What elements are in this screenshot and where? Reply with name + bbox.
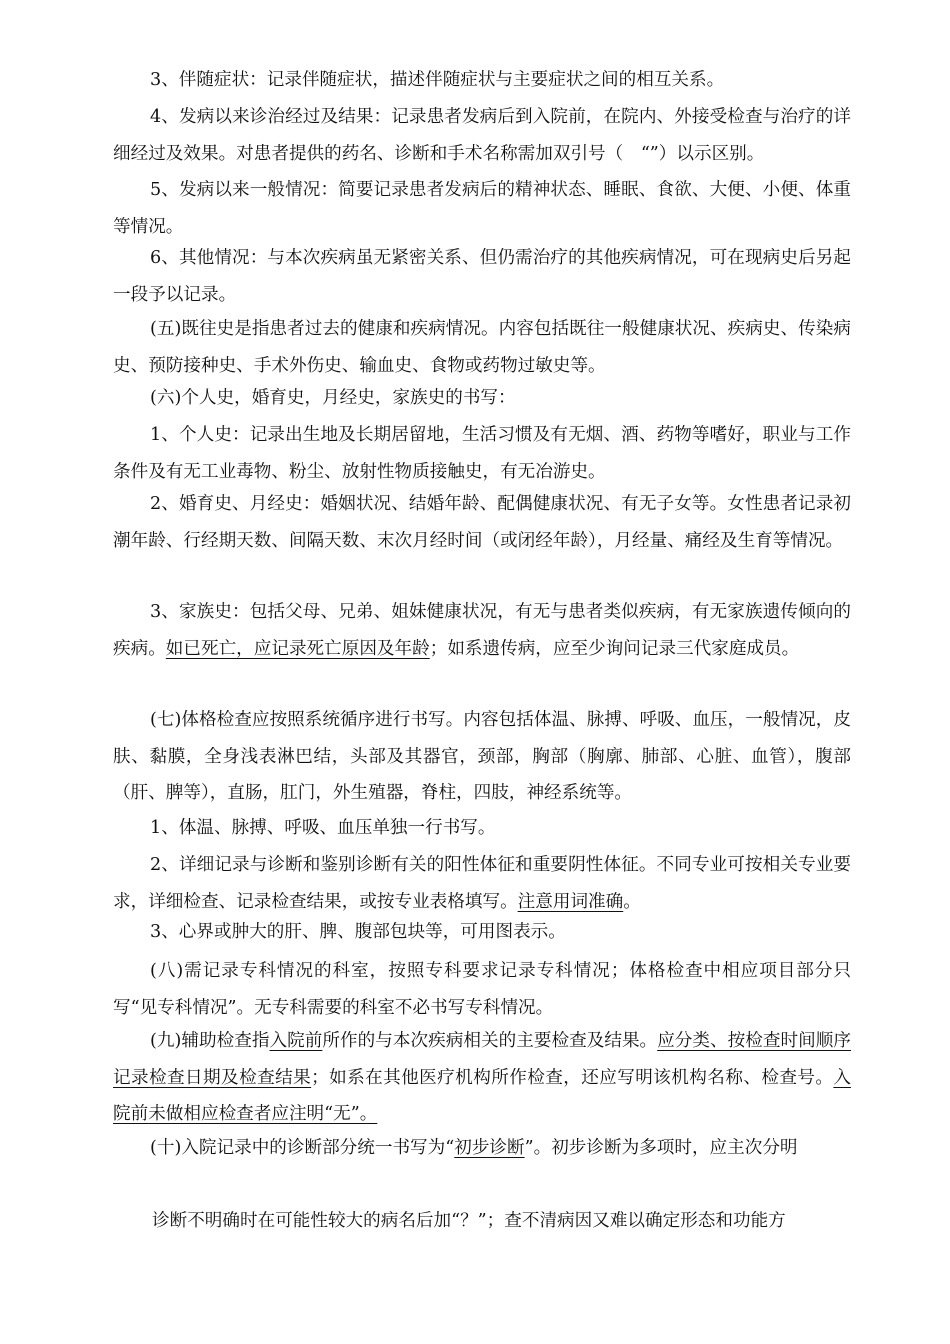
paragraph-specialty-conditions xyxy=(113,953,851,1026)
paragraph-positive-signs xyxy=(113,847,851,920)
paragraph-accompanying-symptoms xyxy=(113,62,851,99)
paragraph-text: (七)体格检查应按照系统循序进行书写。内容包括体温、脉搏、呼吸、血压，一般情况，皮肤、黏膜，全身浅表淋巴结，头部及其器官，颈部，胸部（胸廓、肺部、心脏、血管），腹部（肝、脾等），直肠，肛门，外生殖器，脊柱，四肢，神经系统等。 xyxy=(113,710,851,803)
paragraph-family-history xyxy=(113,594,851,667)
paragraph-text: 2、婚育史、月经史：婚姻状况、结婚年龄、配偶健康状况、有无子女等。女性患者记录初潮年龄、行经期天数、间隔天数、末次月经时间（或闭经年龄），月经量、痛经及生育等情况。 xyxy=(113,494,851,551)
underlined-text: 入院前未做相应检查者应注明“无”。 xyxy=(113,1067,851,1124)
paragraph-text: 3、心界或肿大的肝、脾、腹部包块等，可用图表示。 xyxy=(150,922,566,942)
paragraph-general-condition xyxy=(113,172,851,245)
paragraph-marriage-menstrual-history xyxy=(113,486,851,559)
paragraph-text: ；如系在其他医疗机构所作检查，还应写明该机构名称、检查号。 xyxy=(311,1067,834,1088)
paragraph-text: 1、体温、脉搏、呼吸、血压单独一行书写。 xyxy=(150,818,496,838)
paragraph-text: 。 xyxy=(623,891,641,912)
paragraph-physical-exam xyxy=(113,702,851,812)
paragraph-text: (十)入院记录中的诊断部分统一书写为“ xyxy=(150,1138,455,1158)
underlined-text: 如已死亡，应记录死亡原因及年龄 xyxy=(165,638,430,659)
paragraph-diagram-note xyxy=(113,914,851,951)
paragraph-text: 1、个人史：记录出生地及长期居留地，生活习惯及有无烟、酒、药物等嗜好，职业与工作条件及有无工业毒物、粉尘、放射性物质接触史，有无冶游史。 xyxy=(113,425,851,482)
paragraph-text: (五)既往史是指患者过去的健康和疾病情况。内容包括既往一般健康状况、疾病史、传染病史、预防接种史、手术外伤史、输血史、食物或药物过敏史等。 xyxy=(113,319,851,376)
paragraph-past-history xyxy=(113,311,851,384)
paragraph-other-conditions xyxy=(113,240,851,313)
paragraph-text: 3、伴随症状：记录伴随症状，描述伴随症状与主要症状之间的相互关系。 xyxy=(150,70,725,90)
paragraph-text: (九)辅助检查指 xyxy=(150,1031,270,1051)
underlined-text: 初步诊断 xyxy=(454,1138,525,1158)
paragraph-text: 诊断不明确时在可能性较大的病名后加“？”；查不清病因又难以确定形态和功能方 xyxy=(152,1211,786,1231)
paragraph-text: 所作的与本次疾病相关的主要检查及结果。 xyxy=(322,1031,658,1051)
underlined-text: 入院前 xyxy=(269,1031,323,1051)
underlined-text: 注意用词准确 xyxy=(517,891,624,912)
paragraph-text: ”。初步诊断为多项时，应主次分明 xyxy=(524,1138,798,1158)
paragraph-personal-history xyxy=(113,417,851,490)
paragraph-text: ；如系遗传病，应至少询问记录三代家庭成员。 xyxy=(429,638,800,659)
paragraph-text: 5、发病以来一般情况：简要记录患者发病后的精神状态、睡眠、食欲、大便、小便、体重等情况。 xyxy=(113,180,851,237)
paragraph-vital-signs xyxy=(113,810,851,847)
paragraph-text: 2、详细记录与诊断和鉴别诊断有关的阳性体征和重要阴性体征。不同专业可按相关专业要求，详细检查、记录检查结果，或按专业表格填写。 xyxy=(113,855,851,912)
paragraph-treatment-history xyxy=(113,99,851,172)
paragraph-text: 3、家族史：包括父母、兄弟、姐妹健康状况，有无与患者类似疾病，有无家族遗传倾向的疾病。 xyxy=(113,602,851,659)
paragraph-personal-history-heading xyxy=(113,380,851,417)
paragraph-text: 4、发病以来诊治经过及结果：记录患者发病后到入院前，在院内、外接受检查与治疗的详细经过及效果。对患者提供的药名、诊断和手术名称需加双引号（ “”）以示区别。 xyxy=(113,107,851,164)
paragraph-auxiliary-exams xyxy=(113,1023,851,1133)
paragraph-text: (六)个人史，婚育史，月经史，家族史的书写： xyxy=(150,388,516,408)
paragraph-text: (八)需记录专科情况的科室，按照专科要求记录专科情况；体格检查中相应项目部分只写“见专科情况”。无专科需要的科室不必书写专科情况。 xyxy=(113,961,851,1018)
underlined-text: 应分类、按检查时间顺序记录检查日期及检查结果 xyxy=(113,1031,851,1088)
paragraph-diagnosis xyxy=(113,1130,851,1167)
paragraph-text: 6、其他情况：与本次疾病虽无紧密关系、但仍需治疗的其他疾病情况，可在现病史后另起一段予以记录。 xyxy=(113,248,851,305)
paragraph-diagnosis-unclear xyxy=(152,1203,851,1240)
